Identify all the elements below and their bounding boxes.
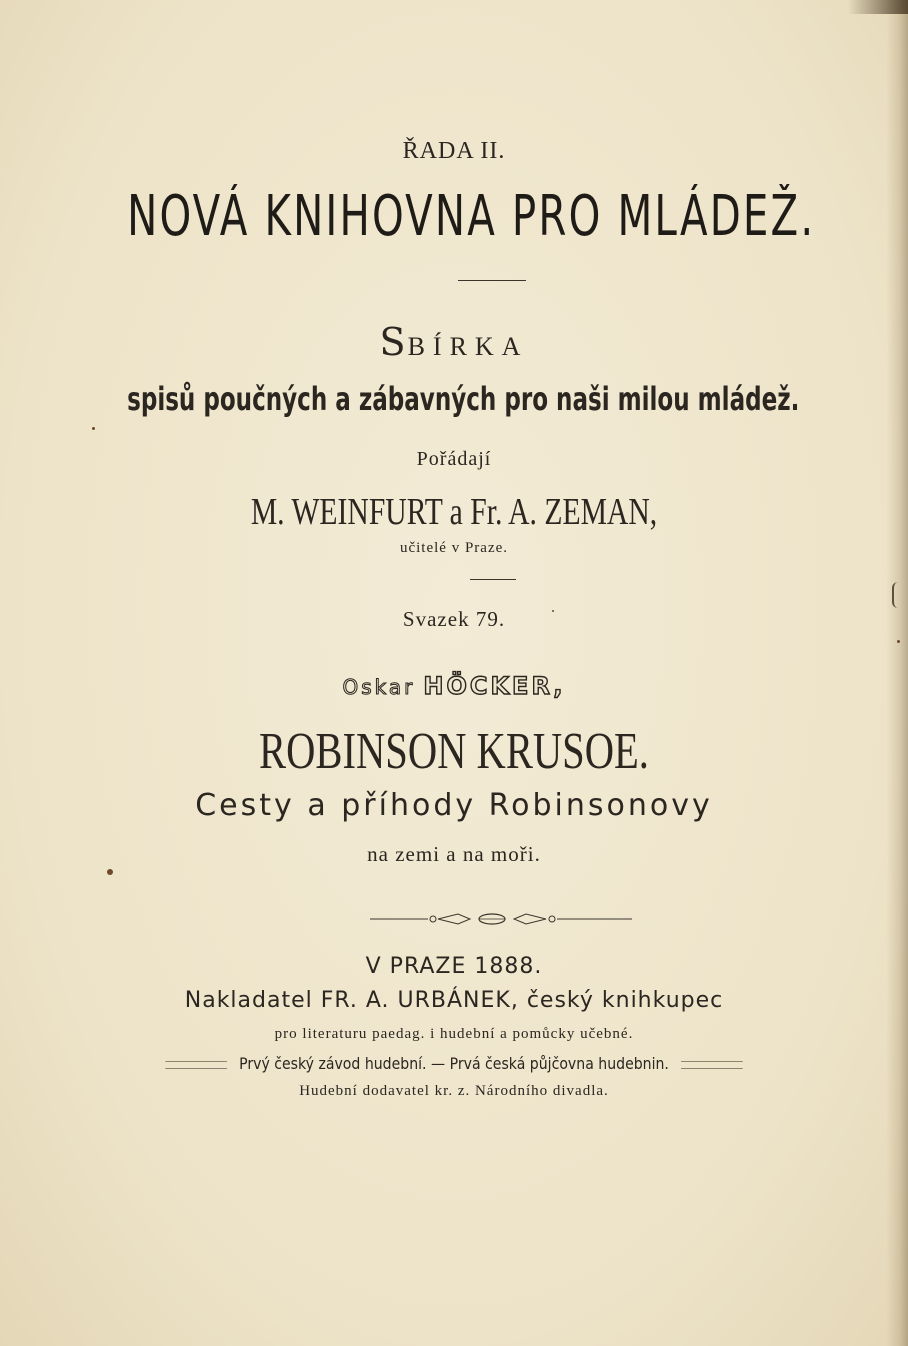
- publisher-firm-2: Prvá česká půjčovna hudebnin.: [449, 1054, 669, 1073]
- editors-names: M. WEINFURT a Fr. A. ZEMAN,: [250, 491, 658, 533]
- collection-description: spisů poučných a zábavných pro naši milou mládež.: [127, 380, 800, 418]
- page-corner-shadow: [848, 0, 908, 14]
- paper-spot: [897, 640, 900, 643]
- book-subtitle: Cesty a příhody Robinsonovy: [195, 788, 713, 823]
- publisher-specialty: pro literaturu paedag. i hudební a pomůcky učebné.: [274, 1026, 634, 1042]
- left-double-rule: [165, 1061, 227, 1069]
- main-title: NOVÁ KNIHOVNA PRO MLÁDEŽ.: [127, 184, 816, 249]
- author-first-name: Oskar: [342, 675, 416, 699]
- right-double-rule: [681, 1061, 743, 1069]
- ornament-divider: [370, 908, 640, 930]
- series-label: ŘADA II.: [402, 138, 506, 164]
- publisher-supplier-note: Hudební dodavatel kr. z. Národního divadla.: [299, 1083, 609, 1099]
- paper-spot: [552, 610, 554, 612]
- editors-role: učitelé v Praze.: [399, 540, 509, 556]
- paper-spot: [107, 869, 113, 875]
- book-subtitle-2: na zemi a na moři.: [367, 842, 541, 866]
- author-last-name: HÖCKER,: [423, 672, 566, 700]
- publisher-firm-1: Prvý český závod hudební.: [239, 1054, 427, 1073]
- page-fold-mark: [892, 582, 904, 608]
- publisher-firms: [54, 1054, 853, 1073]
- imprint-place-year: V PRAZE 1888.: [365, 954, 543, 979]
- arranged-by-label: Pořádají: [416, 448, 492, 470]
- collection-initial: S: [379, 320, 408, 364]
- publisher-name: Nakladatel FR. A. URBÁNEK, český knihkupec: [184, 988, 724, 1013]
- publisher-separator: —: [431, 1054, 446, 1073]
- author-name: [0, 672, 908, 701]
- editors-rule: [470, 579, 516, 580]
- volume-number: Svazek 79.: [402, 607, 506, 631]
- collection-heading: [0, 320, 908, 364]
- collection-rest: BÍRKA: [407, 332, 529, 361]
- book-title: ROBINSON KRUSOE.: [259, 723, 649, 780]
- title-rule: [458, 280, 526, 281]
- paper-spot: [92, 427, 95, 430]
